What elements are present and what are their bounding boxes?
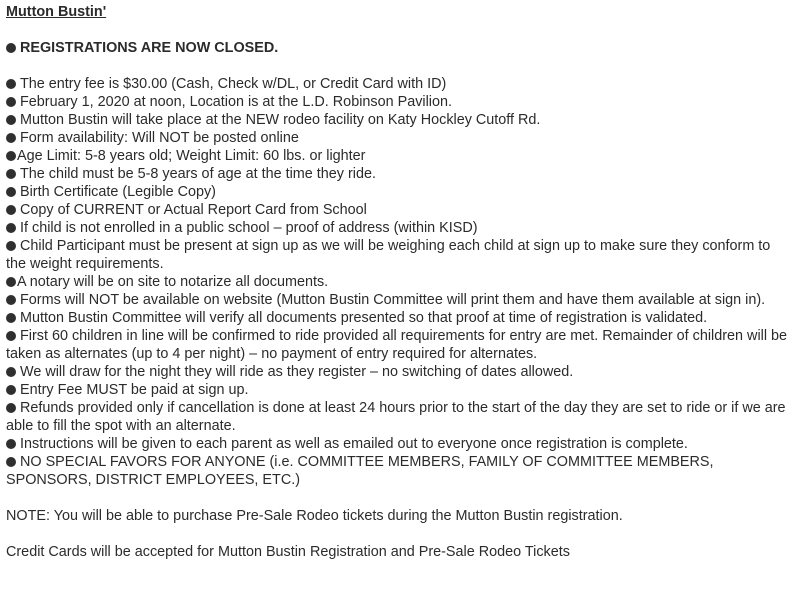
list-item: [6, 363, 788, 381]
list-item: [6, 237, 788, 273]
registration-closed-notice: [6, 39, 788, 57]
document-body: [6, 3, 788, 561]
bullet-icon: [6, 223, 16, 233]
spacer: [6, 57, 788, 75]
list-item-text: Age Limit: 5-8 years old; Weight Limit: 60 lbs. or lighter: [17, 148, 366, 164]
list-item: [6, 273, 788, 291]
list-item: [6, 381, 788, 399]
list-item-text: Child Participant must be present at sign up as we will be weighing each child at sign up to make sure they conform to the weight requirements.: [6, 238, 771, 272]
bullet-icon: [6, 43, 16, 53]
list-item: [6, 435, 788, 453]
closed-notice-text: REGISTRATIONS ARE NOW CLOSED.: [20, 40, 279, 56]
list-item: [6, 291, 788, 309]
list-item: [6, 165, 788, 183]
list-item: [6, 147, 788, 165]
bullet-icon: [6, 97, 16, 107]
spacer: [6, 489, 788, 507]
bullet-icon: [6, 133, 16, 143]
list-item: [6, 453, 788, 489]
bullet-icon: [6, 295, 16, 305]
list-item: [6, 399, 788, 435]
list-item-text: NO SPECIAL FAVORS FOR ANYONE (i.e. COMMITTEE MEMBERS, FAMILY OF COMMITTEE MEMBERS, SPONSORS, DISTRICT EMPLOYEES, ETC.): [6, 454, 714, 488]
bullet-icon: [6, 241, 16, 251]
list-item-text: We will draw for the night they will ride as they register – no switching of dates allowed.: [20, 364, 574, 380]
list-item-text: Birth Certificate (Legible Copy): [20, 184, 216, 200]
bullet-icon: [6, 277, 16, 287]
bullet-icon: [6, 367, 16, 377]
bullet-icon: [6, 457, 16, 467]
list-item-text: A notary will be on site to notarize all documents.: [17, 274, 329, 290]
list-item: [6, 129, 788, 147]
list-item-text: If child is not enrolled in a public school – proof of address (within KISD): [20, 220, 478, 236]
bullet-icon: [6, 331, 16, 341]
bullet-icon: [6, 79, 16, 89]
list-item-text: Instructions will be given to each parent as well as emailed out to everyone once registration is complete.: [20, 436, 688, 452]
list-item: [6, 183, 788, 201]
list-item: [6, 111, 788, 129]
bullet-icon: [6, 313, 16, 323]
list-item: [6, 309, 788, 327]
list-item: [6, 219, 788, 237]
spacer: [6, 21, 788, 39]
spacer: [6, 525, 788, 543]
list-item: [6, 201, 788, 219]
bullet-icon: [6, 187, 16, 197]
bullet-icon: [6, 403, 16, 413]
list-item-text: Copy of CURRENT or Actual Report Card from School: [20, 202, 367, 218]
bullet-icon: [6, 151, 16, 161]
bullet-icon: [6, 439, 16, 449]
list-item-text: The entry fee is $30.00 (Cash, Check w/DL, or Credit Card with ID): [20, 76, 447, 92]
list-item-text: First 60 children in line will be confirmed to ride provided all requirements for entry are met. Remainder of children will be taken as alternates (up to 4 per night) – no payment of entry required for alternates.: [6, 328, 788, 362]
list-item-text: Refunds provided only if cancellation is done at least 24 hours prior to the start of the day they are set to ride or if we are able to fill the spot with an alternate.: [6, 400, 786, 434]
list-item: [6, 93, 788, 111]
list-item-text: Mutton Bustin Committee will verify all documents presented so that proof at time of registration is validated.: [20, 310, 708, 326]
list-item: [6, 327, 788, 363]
requirements-list: [6, 75, 788, 489]
list-item: [6, 75, 788, 93]
list-item-text: Entry Fee MUST be paid at sign up.: [20, 382, 249, 398]
bullet-icon: [6, 385, 16, 395]
list-item-text: February 1, 2020 at noon, Location is at the L.D. Robinson Pavilion.: [20, 94, 452, 110]
presale-note: NOTE: You will be able to purchase Pre-Sale Rodeo tickets during the Mutton Bustin registration.: [6, 508, 623, 524]
list-item-text: Forms will NOT be available on website (Mutton Bustin Committee will print them and have them available at sign in).: [20, 292, 766, 308]
list-item-text: The child must be 5-8 years of age at the time they ride.: [20, 166, 376, 182]
bullet-icon: [6, 115, 16, 125]
list-item-text: Form availability: Will NOT be posted online: [20, 130, 299, 146]
list-item-text: Mutton Bustin will take place at the NEW rodeo facility on Katy Hockley Cutoff Rd.: [20, 112, 541, 128]
page-title: Mutton Bustin': [6, 4, 107, 20]
credit-card-note: Credit Cards will be accepted for Mutton Bustin Registration and Pre-Sale Rodeo Tickets: [6, 544, 570, 560]
bullet-icon: [6, 205, 16, 215]
bullet-icon: [6, 169, 16, 179]
